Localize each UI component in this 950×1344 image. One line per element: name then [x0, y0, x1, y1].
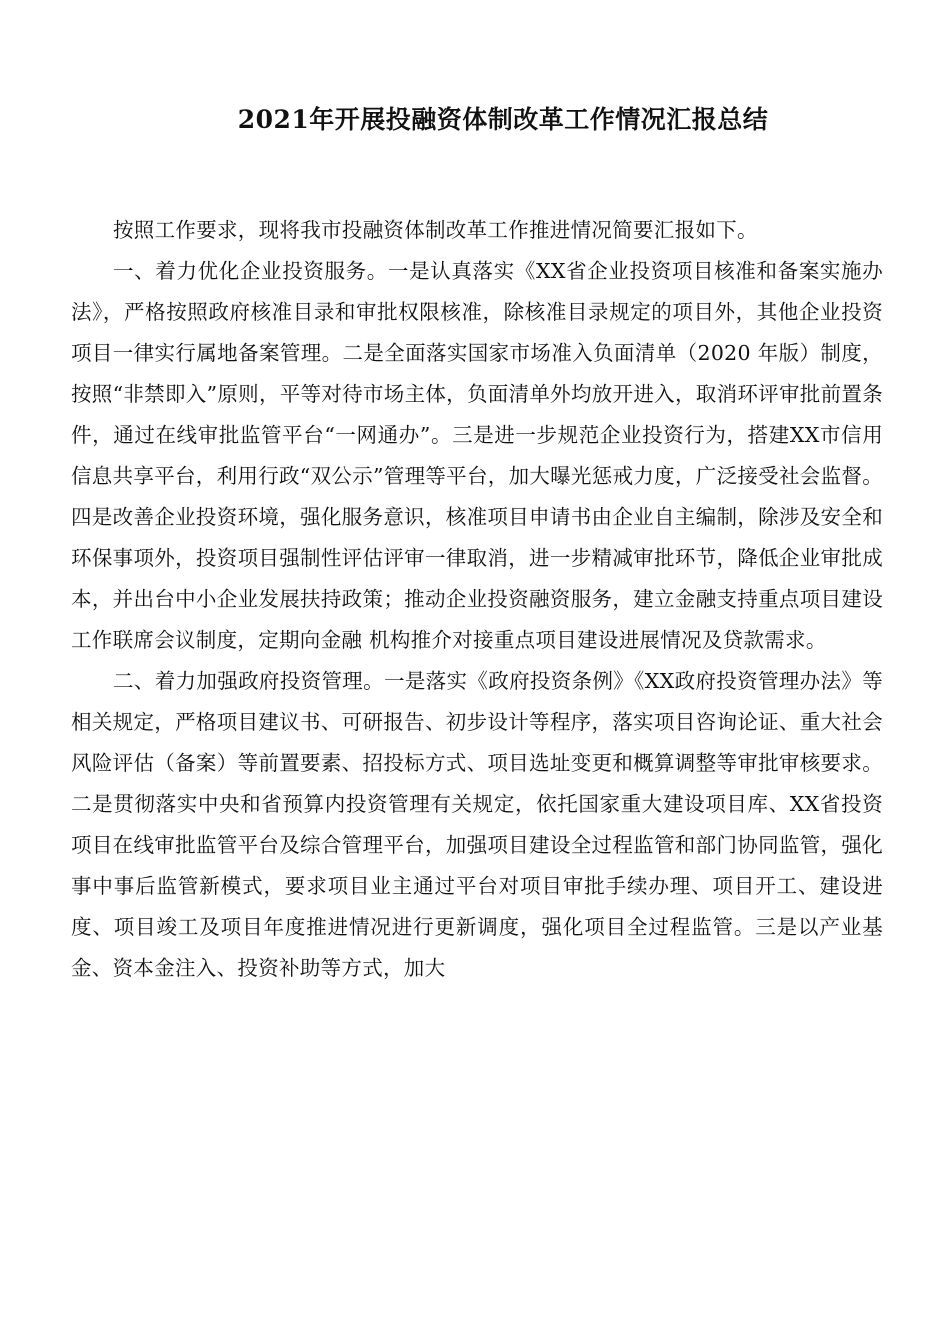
paragraph-intro: 按照工作要求，现将我市投融资体制改革工作推进情况简要汇报如下。 [113, 218, 758, 242]
paragraph-section-1: 一、着力优化企业投资服务。一是认真落实《XX省企业投资项目核准和备案实施办法》，严格按照政府核准目录和审批权限核准，除核准目录规定的项目外，其他企业投资项目一律实行属地备案管理。二是全面落实国家市场准入负面清单（2020 年版）制度，按照“非禁即入”原则，平等对待市场主体，负面清单外均放开进入，取消环评审批前置条件，通过在线审批监管平台“一网通办”。三是进一步规范企业投资行为，搭建XX市信用信息共享平台，利用行政“双公示”管理等平台，加大曝光惩戒力度，广泛接受社会监督。四是改善企业投资环境，强化服务意识，核准项目申请书由企业自主编制，除涉及安全和环保事项外，投资项目强制性评估评审一律取消，进一步精减审批环节，降低企业审批成本，并出台中小企业发展扶持政策；推动企业投资融资服务，建立金融支持重点项目建设工作联席会议制度，定期向金融 机构推介对接重点项目建设进展情况及贷款需求。 [71, 259, 883, 652]
document-body [71, 210, 883, 989]
paragraph-section-2: 二、着力加强政府投资管理。一是落实《政府投资条例》《XX政府投资管理办法》等相关规定，严格项目建议书、可研报告、初步设计等程序，落实项目咨询论证、重大社会风险评估（备案）等前置要素、招投标方式、项目选址变更和概算调整等审批审核要求。二是贯彻落实中央和省预算内投资管理有关规定，依托国家重大建设项目库、XX省投资项目在线审批监管平台及综合管理平台，加强项目建设全过程监管和部门协同监管，强化事中事后监管新模式，要求项目业主通过平台对项目审批手续办理、项目开工、建设进度、项目竣工及项目年度推进情况进行更新调度，强化项目全过程监管。三是以产业基金、资本金注入、投资补助等方式，加大 [71, 669, 883, 980]
document-title: 2021年开展投融资体制改革工作情况汇报总结 [237, 105, 769, 134]
